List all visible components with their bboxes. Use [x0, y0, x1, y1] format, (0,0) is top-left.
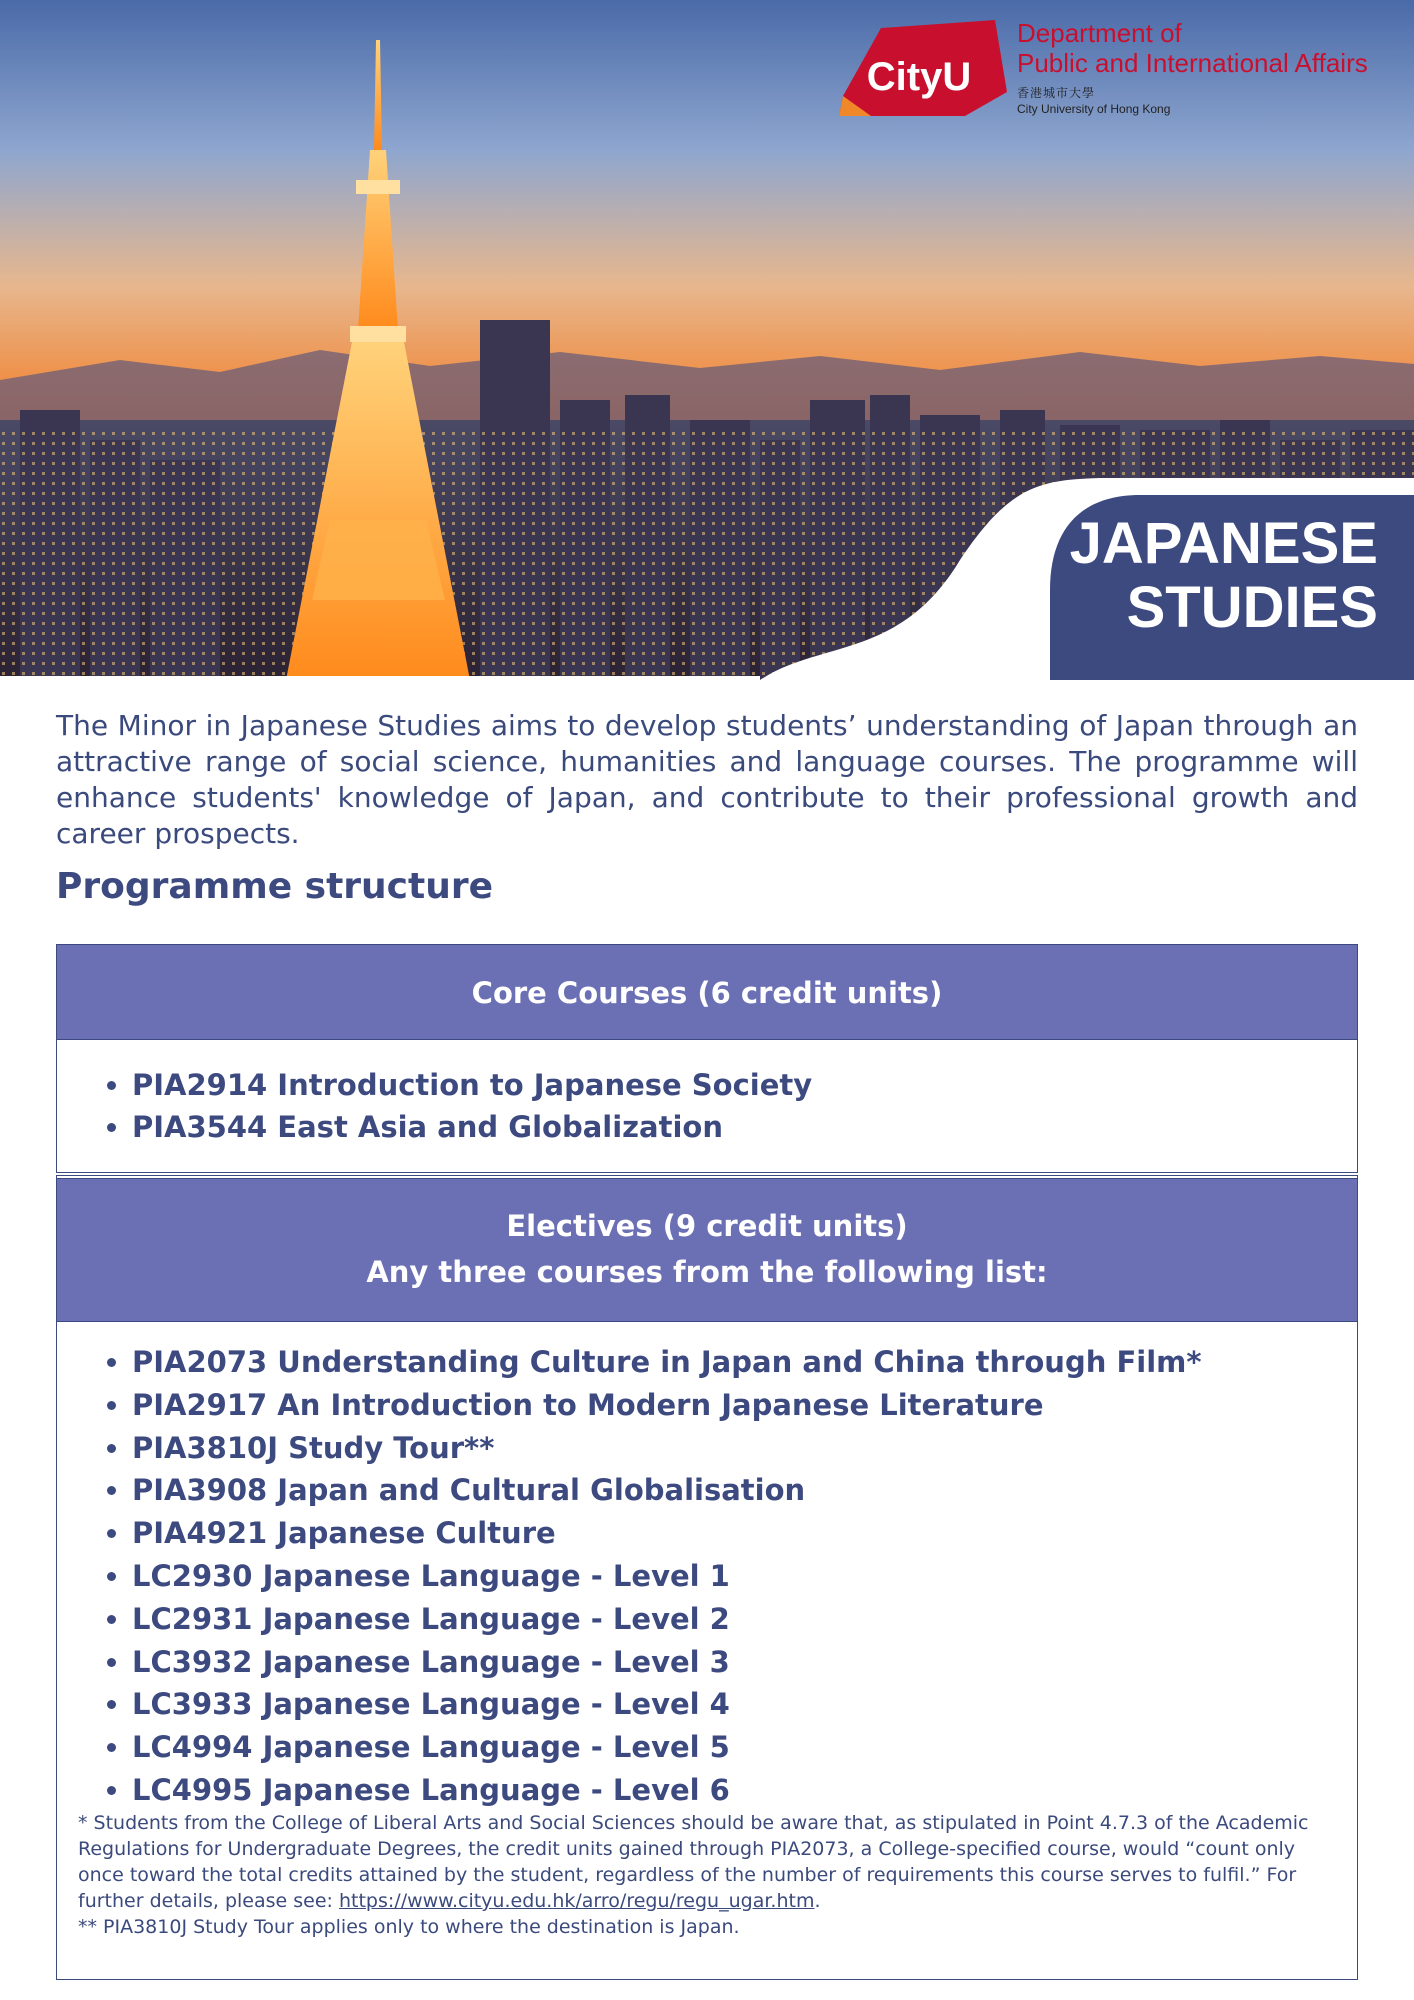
list-item: • PIA3544 East Asia and Globalization: [132, 1106, 812, 1148]
core-courses-list: [100, 1064, 812, 1148]
core-courses-heading: Core Courses (6 credit units): [56, 944, 1358, 1040]
list-item: • LC3932 Japanese Language - Level 3: [132, 1641, 1202, 1684]
title-line2: STUDIES: [1126, 575, 1378, 640]
electives-heading-line1: Electives (9 credit units): [506, 1209, 908, 1243]
list-item: • LC2930 Japanese Language - Level 1: [132, 1555, 1202, 1598]
electives-list: [100, 1341, 1202, 1812]
list-item: • PIA2917 An Introduction to Modern Japanese Literature: [132, 1384, 1202, 1427]
table-divider: [56, 1172, 1358, 1176]
footnote-2: ** PIA3810J Study Tour applies only to where the destination is Japan.: [78, 1916, 740, 1938]
electives-heading: [56, 1178, 1358, 1322]
page-title: [1070, 512, 1378, 640]
footnote-1-end: .: [814, 1890, 821, 1912]
list-item: • LC4995 Japanese Language - Level 6: [132, 1769, 1202, 1812]
footnotes: [78, 1810, 1338, 1940]
list-item: • LC4994 Japanese Language - Level 5: [132, 1726, 1202, 1769]
list-item: • PIA3810J Study Tour**: [132, 1427, 1202, 1470]
footnote-1: [78, 1810, 1338, 1914]
university-english-name: City University of Hong Kong: [1017, 102, 1171, 116]
electives-heading-line2: Any three courses from the following list:: [366, 1255, 1048, 1289]
cityu-logo: [835, 18, 1395, 130]
footnote-1-text: * Students from the College of Liberal Arts and Social Sciences should be aware that, as stipulated in Point 4.7.3 of the Academic Regulations for Undergraduate Degrees, the credit units gained through PIA2073, a College-specified course, would “count only once toward the total credits attained by the student, regardless of the number of requirements this course serves to fulfil.” For further details, please see:: [78, 1812, 1309, 1912]
title-line1: JAPANESE: [1069, 511, 1378, 576]
intro-paragraph: The Minor in Japanese Studies aims to develop students’ understanding of Japan through an attractive range of social science, humanities and language courses. The programme will enhance students' knowledge of Japan, and contribute to their professional growth and career prospects.: [56, 709, 1358, 850]
regulations-link[interactable]: https://www.cityu.edu.hk/arro/regu/regu_ugar.htm: [338, 1890, 815, 1912]
logo-text: [1017, 18, 1368, 116]
list-item: • LC3933 Japanese Language - Level 4: [132, 1683, 1202, 1726]
cityu-logo-mark-icon: [835, 18, 1007, 118]
list-item: • LC2931 Japanese Language - Level 2: [132, 1598, 1202, 1641]
hero-banner: [0, 0, 1414, 680]
department-line1: Department of: [1017, 18, 1182, 48]
svg-text:CityU: CityU: [866, 55, 972, 99]
list-item: • PIA3908 Japan and Cultural Globalisation: [132, 1469, 1202, 1512]
university-chinese-name: 香港城市大學: [1017, 86, 1096, 100]
list-item: • PIA4921 Japanese Culture: [132, 1512, 1202, 1555]
section-title: Programme structure: [56, 866, 494, 907]
list-item: • PIA2073 Understanding Culture in Japan and China through Film*: [132, 1341, 1202, 1384]
list-item: • PIA2914 Introduction to Japanese Society: [132, 1064, 812, 1106]
department-line2: Public and International Affairs: [1017, 48, 1368, 78]
